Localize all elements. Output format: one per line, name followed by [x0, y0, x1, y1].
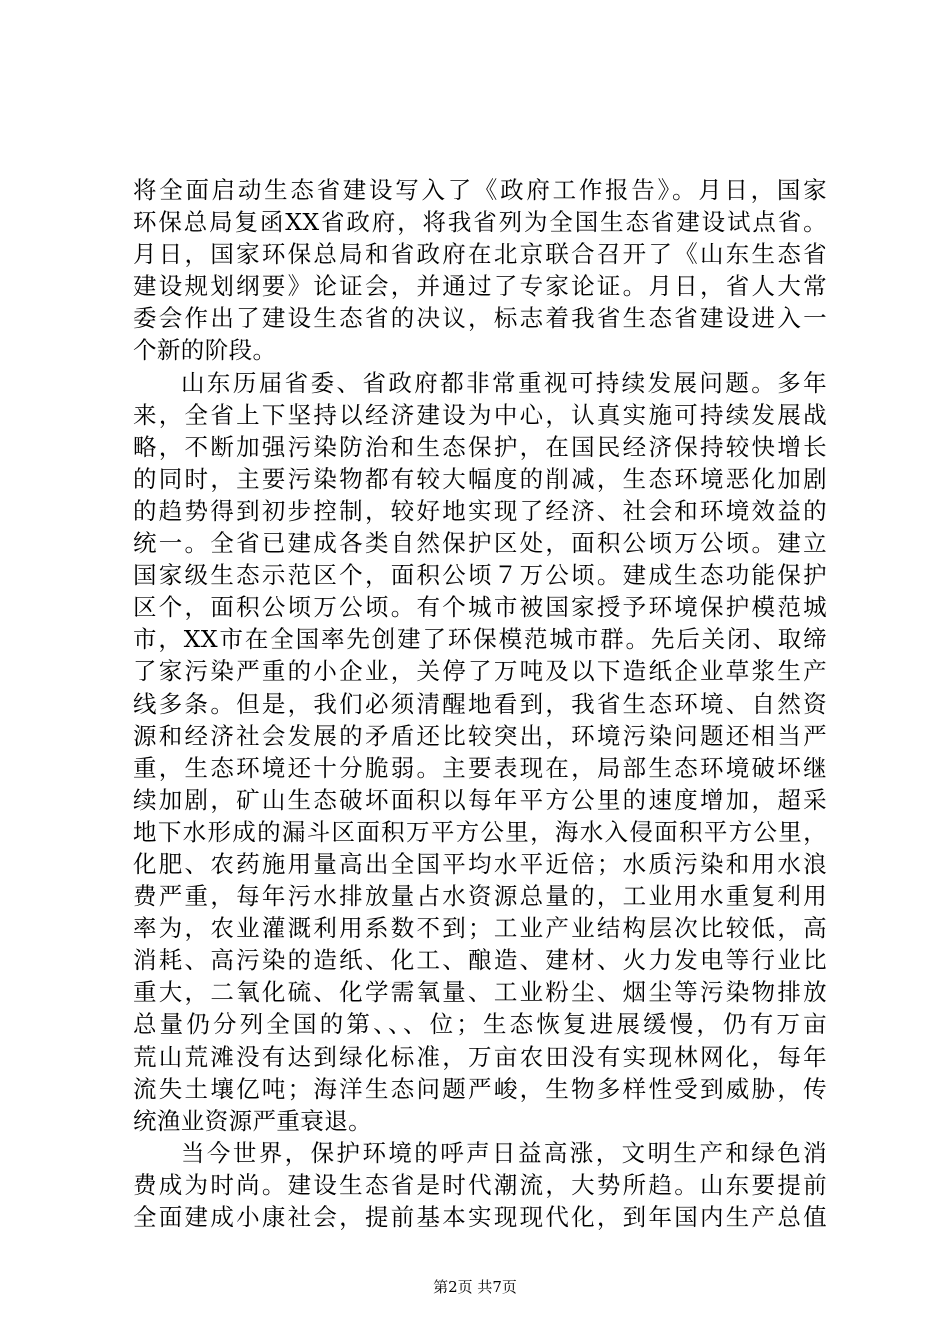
text-line: 委会作出了建设生态省的决议，标志着我省生态省建设进入一 [133, 304, 827, 333]
text-line: 统渔业资源严重衰退。 [133, 1106, 372, 1135]
text-line: 地下水形成的漏斗区面积万平方公里，海水入侵面积平方公里， [133, 817, 827, 846]
text-line: 总量仍分列全国的第、、、位；生态恢复进展缓慢，仍有万亩 [133, 1010, 827, 1039]
text-line: 费成为时尚。建设生态省是时代潮流，大势所趋。山东要提前 [133, 1170, 827, 1199]
text-line: 个新的阶段。 [133, 336, 277, 365]
text-line: 的趋势得到初步控制，较好地实现了经济、社会和环境效益的 [133, 496, 827, 525]
text-line: 率为，农业灌溉利用系数不到；工业产业结构层次比较低，高 [133, 914, 827, 943]
text-line: 化肥、农药施用量高出全国平均水平近倍；水质污染和用水浪 [133, 849, 827, 878]
text-line: 来，全省上下坚持以经济建设为中心，认真实施可持续发展战 [133, 400, 827, 429]
text-line: 续加剧，矿山生态破坏面积以每年平方公里的速度增加，超采 [133, 785, 827, 814]
text-line: 略，不断加强污染防治和生态保护，在国民经济保持较快增长 [133, 432, 827, 461]
text-line: 重，生态环境还十分脆弱。主要表现在，局部生态环境破坏继 [133, 753, 827, 782]
text-line: 了家污染严重的小企业，关停了万吨及以下造纸企业草浆生产 [133, 657, 827, 686]
text-line: 月日，国家环保总局和省政府在北京联合召开了《山东生态省 [133, 240, 827, 269]
text-line: 的同时，主要污染物都有较大幅度的削减，生态环境恶化加剧 [133, 464, 827, 493]
text-line: 线多条。但是，我们必须清醒地看到，我省生态环境、自然资 [133, 689, 827, 718]
text-line: 重大，二氧化硫、化学需氧量、工业粉尘、烟尘等污染物排放 [133, 978, 827, 1007]
document-body [133, 174, 827, 1233]
text-line: 区个，面积公顷万公顷。有个城市被国家授予环境保护模范城 [133, 593, 827, 622]
text-line: 统一。全省已建成各类自然保护区处，面积公顷万公顷。建立 [133, 529, 827, 558]
text-line: 国家级生态示范区个，面积公顷７万公顷。建成生态功能保护 [133, 561, 827, 590]
text-line: 消耗、高污染的造纸、化工、酿造、建材、火力发电等行业比 [133, 946, 827, 975]
text-line: 费严重，每年污水排放量占水资源总量的，工业用水重复利用 [133, 882, 827, 911]
text-line: 当今世界，保护环境的呼声日益高涨，文明生产和绿色消 [181, 1138, 827, 1167]
text-line: 市，XX市在全国率先创建了环保模范城市群。先后关闭、取缔 [133, 625, 827, 654]
text-line: 流失土壤亿吨；海洋生态问题严峻，生物多样性受到威胁，传 [133, 1074, 827, 1103]
text-line: 将全面启动生态省建设写入了《政府工作报告》。月日，国家 [133, 176, 827, 204]
text-line: 环保总局复函XX省政府，将我省列为全国生态省建设试点省。 [133, 208, 827, 237]
text-line: 荒山荒滩没有达到绿化标准，万亩农田没有实现林网化，每年 [133, 1042, 827, 1071]
text-line: 源和经济社会发展的矛盾还比较突出，环境污染问题还相当严 [133, 721, 827, 750]
text-line: 全面建成小康社会，提前基本实现现代化，到年国内生产总值 [133, 1203, 827, 1231]
text-line: 山东历届省委、省政府都非常重视可持续发展问题。多年 [181, 368, 827, 397]
page-number-footer: 第2页 共7页 [433, 1278, 517, 1296]
text-line: 建设规划纲要》论证会，并通过了专家论证。月日，省人大常 [133, 272, 827, 301]
